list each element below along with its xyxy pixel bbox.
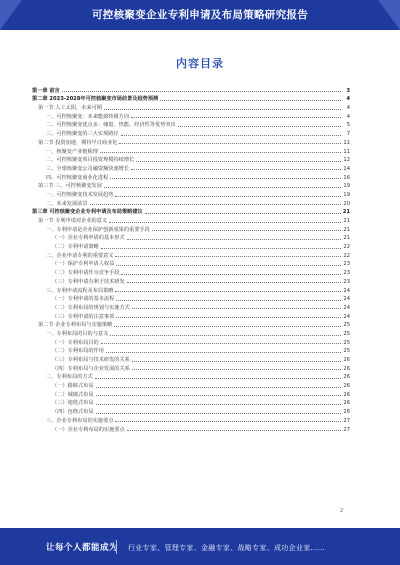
toc-leader-dots bbox=[62, 91, 341, 92]
toc-leader-dots bbox=[132, 308, 341, 309]
toc-entry-page: 11 bbox=[343, 148, 350, 155]
toc-leader-dots bbox=[116, 300, 341, 301]
toc-entry-label: （二）专利申请策略 bbox=[52, 244, 99, 251]
toc-entry-label: （二）专利布局的规划与实施方式 bbox=[52, 304, 130, 311]
toc-entry-label: （三）专利申请有利于技术研发 bbox=[52, 278, 125, 285]
toc-entry-label: 一、可控核聚变：未来能源终极方向 bbox=[46, 113, 130, 120]
toc-leader-dots bbox=[131, 169, 341, 170]
toc-entry-label: 第三章 可控核聚变企业专利申请及布局策略建议 bbox=[32, 209, 143, 216]
toc-leader-dots bbox=[115, 421, 341, 422]
toc-entry-page: 24 bbox=[343, 287, 350, 294]
toc-leader-dots bbox=[132, 361, 341, 362]
toc-entry-page: 4 bbox=[346, 96, 350, 103]
toc-entry[interactable] bbox=[32, 285, 350, 294]
toc-entry[interactable] bbox=[32, 172, 350, 181]
toc-entry[interactable] bbox=[32, 406, 350, 415]
toc-entry-page: 25 bbox=[343, 348, 350, 355]
toc-leader-dots bbox=[152, 230, 341, 231]
toc-leader-dots bbox=[109, 222, 341, 223]
toc-leader-dots bbox=[115, 291, 341, 292]
toc-entry[interactable] bbox=[32, 346, 350, 355]
toc-entry-label: （四）包绕式布局 bbox=[52, 409, 94, 416]
toc-entry-page: 25 bbox=[343, 322, 350, 329]
toc-entry-page: 7 bbox=[346, 131, 350, 138]
page-number: 2 bbox=[340, 508, 344, 514]
toc-leader-dots bbox=[145, 213, 341, 214]
toc-leader-dots bbox=[100, 152, 341, 153]
toc-entry-page: 20 bbox=[343, 200, 350, 207]
toc-entry-label: 四、可控核聚变商业化进程 bbox=[46, 174, 109, 181]
toc-entry[interactable] bbox=[32, 363, 350, 372]
toc-entry[interactable] bbox=[32, 267, 350, 276]
toc-entry-page: 24 bbox=[343, 304, 350, 311]
toc-leader-dots bbox=[95, 378, 341, 379]
toc-heading: 内容目录 bbox=[176, 57, 224, 70]
toc-entry-page: 22 bbox=[343, 252, 350, 259]
toc-entry[interactable] bbox=[32, 120, 350, 129]
toc-entry-label: 三、全球核聚变公司融资额快速增长 bbox=[46, 165, 130, 172]
toc-entry-label: 三、专利申请流程及布局策略 bbox=[46, 287, 114, 294]
toc-entry[interactable] bbox=[32, 259, 350, 268]
toc-entry[interactable] bbox=[32, 94, 350, 103]
toc-leader-dots bbox=[119, 143, 341, 144]
toc-leader-dots bbox=[160, 100, 341, 101]
toc-leader-dots bbox=[132, 369, 341, 370]
toc-entry-label: 三、企业专利布局的实施要点 bbox=[46, 417, 114, 424]
toc-entry-label: 一、可控核聚变技术发展趋势 bbox=[46, 191, 114, 198]
toc-entry[interactable] bbox=[32, 128, 350, 137]
toc-entry[interactable] bbox=[32, 415, 350, 424]
toc-leader-dots bbox=[104, 109, 341, 110]
table-of-contents bbox=[32, 85, 350, 433]
toc-entry-page: 26 bbox=[343, 409, 350, 416]
toc-entry[interactable] bbox=[32, 328, 350, 337]
toc-leader-dots bbox=[90, 204, 341, 205]
toc-entry-label: 一、核聚变产业链梳理 bbox=[46, 148, 98, 155]
toc-entry-label: 第一章 前言 bbox=[32, 87, 60, 94]
toc-entry-label: 一、专利布局的目的与意义 bbox=[46, 330, 109, 337]
toc-leader-dots bbox=[127, 282, 341, 283]
toc-entry-label: 第二节 投资加速，期待早日商业化 bbox=[38, 139, 118, 146]
toc-entry[interactable] bbox=[32, 207, 350, 216]
toc-entry-label: 二、可控核聚变项目投资规模持续增长 bbox=[46, 157, 135, 164]
toc-entry[interactable] bbox=[32, 294, 350, 303]
toc-leader-dots bbox=[127, 430, 341, 431]
toc-entry[interactable] bbox=[32, 424, 350, 433]
toc-entry-page: 26 bbox=[343, 383, 350, 390]
toc-entry[interactable] bbox=[32, 380, 350, 389]
toc-leader-dots bbox=[96, 404, 341, 405]
toc-leader-dots bbox=[115, 196, 341, 197]
toc-leader-dots bbox=[110, 178, 341, 179]
toc-entry-page: 25 bbox=[343, 330, 350, 337]
toc-entry-label: 第二节 企业专利布局与实施策略 bbox=[38, 322, 113, 329]
toc-entry-label: 二、企业申请专利的重要意义 bbox=[46, 252, 114, 259]
toc-entry-label: （二）专利布局的作用 bbox=[52, 348, 104, 355]
toc-entry[interactable] bbox=[32, 155, 350, 164]
footer-tags: 行业专家、管理专家、金融专家、战略专家、成功企业家…… bbox=[128, 544, 326, 552]
toc-leader-dots bbox=[121, 135, 341, 136]
toc-entry[interactable] bbox=[32, 102, 350, 111]
toc-entry[interactable] bbox=[32, 354, 350, 363]
toc-entry-label: 三、可控核聚变的三大实现路径 bbox=[46, 131, 119, 138]
toc-entry[interactable] bbox=[32, 198, 350, 207]
toc-entry-label: （三）专利申请的注意事项 bbox=[52, 313, 115, 320]
report-title: 可控核聚变企业专利申请及布局策略研究报告 bbox=[92, 9, 308, 21]
toc-leader-dots bbox=[178, 126, 341, 127]
toc-entry[interactable] bbox=[32, 163, 350, 172]
toc-leader-dots bbox=[131, 117, 341, 118]
toc-entry-label: （三）专利布局与技术研发的关系 bbox=[52, 357, 130, 363]
toc-entry[interactable] bbox=[32, 302, 350, 311]
toc-entry-page: 26 bbox=[343, 374, 350, 381]
toc-entry-page: 24 bbox=[343, 313, 350, 320]
toc-entry-page: 11 bbox=[343, 139, 350, 146]
toc-leader-dots bbox=[114, 326, 341, 327]
toc-entry[interactable] bbox=[32, 241, 350, 250]
toc-entry-label: 第三节 三、可控核聚变发展 bbox=[38, 183, 102, 190]
toc-leader-dots bbox=[106, 352, 341, 353]
toc-leader-dots bbox=[116, 317, 341, 318]
toc-entry-page: 21 bbox=[343, 218, 350, 224]
toc-entry[interactable] bbox=[32, 181, 350, 190]
toc-entry[interactable] bbox=[32, 337, 350, 346]
toc-entry[interactable] bbox=[32, 215, 350, 224]
toc-entry[interactable] bbox=[32, 389, 350, 398]
toc-entry[interactable] bbox=[32, 146, 350, 155]
toc-entry-label: 二、未来发展前景 bbox=[46, 200, 88, 207]
toc-entry-page: 23 bbox=[343, 270, 350, 277]
toc-entry-label: （一）专利申请的基本流程 bbox=[52, 296, 115, 303]
toc-entry[interactable] bbox=[32, 224, 350, 233]
toc-entry-page: 16 bbox=[343, 174, 350, 181]
toc-entry[interactable] bbox=[32, 398, 350, 407]
toc-entry-label: （二）专利申请作为竞争手段 bbox=[52, 270, 120, 277]
toc-entry-page: 19 bbox=[343, 183, 350, 190]
toc-entry[interactable] bbox=[32, 276, 350, 285]
toc-entry[interactable] bbox=[32, 189, 350, 198]
toc-entry-label: 第二章 2023-2028年可控核聚变市场前景及趋势预测 bbox=[32, 96, 159, 103]
toc-leader-dots bbox=[127, 239, 341, 240]
toc-entry[interactable] bbox=[32, 320, 350, 329]
toc-leader-dots bbox=[96, 413, 341, 414]
toc-entry-page: 4 bbox=[346, 113, 350, 120]
toc-entry-label: （一）专利布局目的 bbox=[52, 339, 99, 346]
toc-entry-page: 4 bbox=[346, 105, 350, 112]
toc-entry[interactable] bbox=[32, 311, 350, 320]
toc-entry-page: 23 bbox=[343, 261, 350, 268]
toc-leader-dots bbox=[115, 256, 341, 257]
toc-entry[interactable] bbox=[32, 85, 350, 94]
toc-entry[interactable] bbox=[32, 250, 350, 259]
toc-entry-label: （一）保护专利申请人权益 bbox=[52, 261, 115, 268]
toc-entry-label: 第一节 人工太阳，未来可期 bbox=[38, 105, 102, 112]
toc-entry-label: （四）专利布局与企业发展的关系 bbox=[52, 365, 130, 372]
toc-entry-page: 27 bbox=[343, 417, 350, 424]
toc-leader-dots bbox=[136, 161, 341, 162]
toc-entry-page: 25 bbox=[343, 339, 350, 346]
toc-entry-page: 23 bbox=[343, 278, 350, 285]
toc-entry-page: 24 bbox=[343, 296, 350, 303]
toc-entry-page: 21 bbox=[343, 226, 350, 233]
toc-leader-dots bbox=[101, 343, 341, 344]
toc-entry-page: 21 bbox=[343, 235, 350, 242]
toc-entry-page: 26 bbox=[343, 391, 350, 398]
toc-leader-dots bbox=[110, 335, 341, 336]
toc-entry-page: 26 bbox=[343, 400, 350, 407]
toc-entry-label: （一）企业专利布局的实施要点 bbox=[52, 426, 125, 433]
toc-entry-label: （一）路障式布局 bbox=[52, 383, 94, 390]
toc-entry-label: （二）城墙式布局 bbox=[52, 391, 94, 398]
toc-leader-dots bbox=[101, 248, 341, 249]
toc-entry[interactable] bbox=[32, 111, 350, 120]
toc-entry[interactable] bbox=[32, 233, 350, 242]
toc-entry-page: 19 bbox=[343, 191, 350, 198]
toc-entry-page: 5 bbox=[346, 122, 350, 129]
header-bar bbox=[0, 0, 400, 30]
toc-entry-page: 22 bbox=[343, 244, 350, 251]
footer-divider bbox=[116, 540, 117, 554]
toc-entry-label: 二、专利布局的方式 bbox=[46, 374, 93, 381]
toc-entry-page: 27 bbox=[343, 426, 350, 433]
toc-leader-dots bbox=[96, 387, 341, 388]
footer-slogan: 让每个人都能成为 bbox=[46, 543, 119, 553]
toc-entry-label: （一）企业专利申请的基本形式 bbox=[52, 235, 125, 242]
toc-entry-page: 26 bbox=[343, 357, 350, 363]
toc-entry[interactable] bbox=[32, 137, 350, 146]
toc-entry-label: 二、可控核聚变优点多：储量、热能、经济性等优势突出 bbox=[46, 122, 176, 129]
toc-entry-page: 3 bbox=[346, 87, 350, 94]
toc-entry-page: 26 bbox=[343, 365, 350, 372]
toc-entry[interactable] bbox=[32, 372, 350, 381]
toc-entry-label: （三）地毯式布局 bbox=[52, 400, 94, 407]
toc-entry-page: 12 bbox=[343, 157, 350, 164]
footer-bar bbox=[0, 528, 400, 565]
toc-leader-dots bbox=[104, 187, 341, 188]
toc-entry-label: 一、专利申请是企业保护创新成果的重要手段 bbox=[46, 226, 150, 233]
toc-leader-dots bbox=[116, 265, 341, 266]
toc-entry-page: 14 bbox=[343, 165, 350, 172]
toc-entry-label: 第一节 专利申请对企业的意义 bbox=[38, 218, 108, 224]
toc-entry-page: 21 bbox=[342, 209, 350, 216]
toc-leader-dots bbox=[96, 395, 341, 396]
toc-leader-dots bbox=[121, 274, 341, 275]
